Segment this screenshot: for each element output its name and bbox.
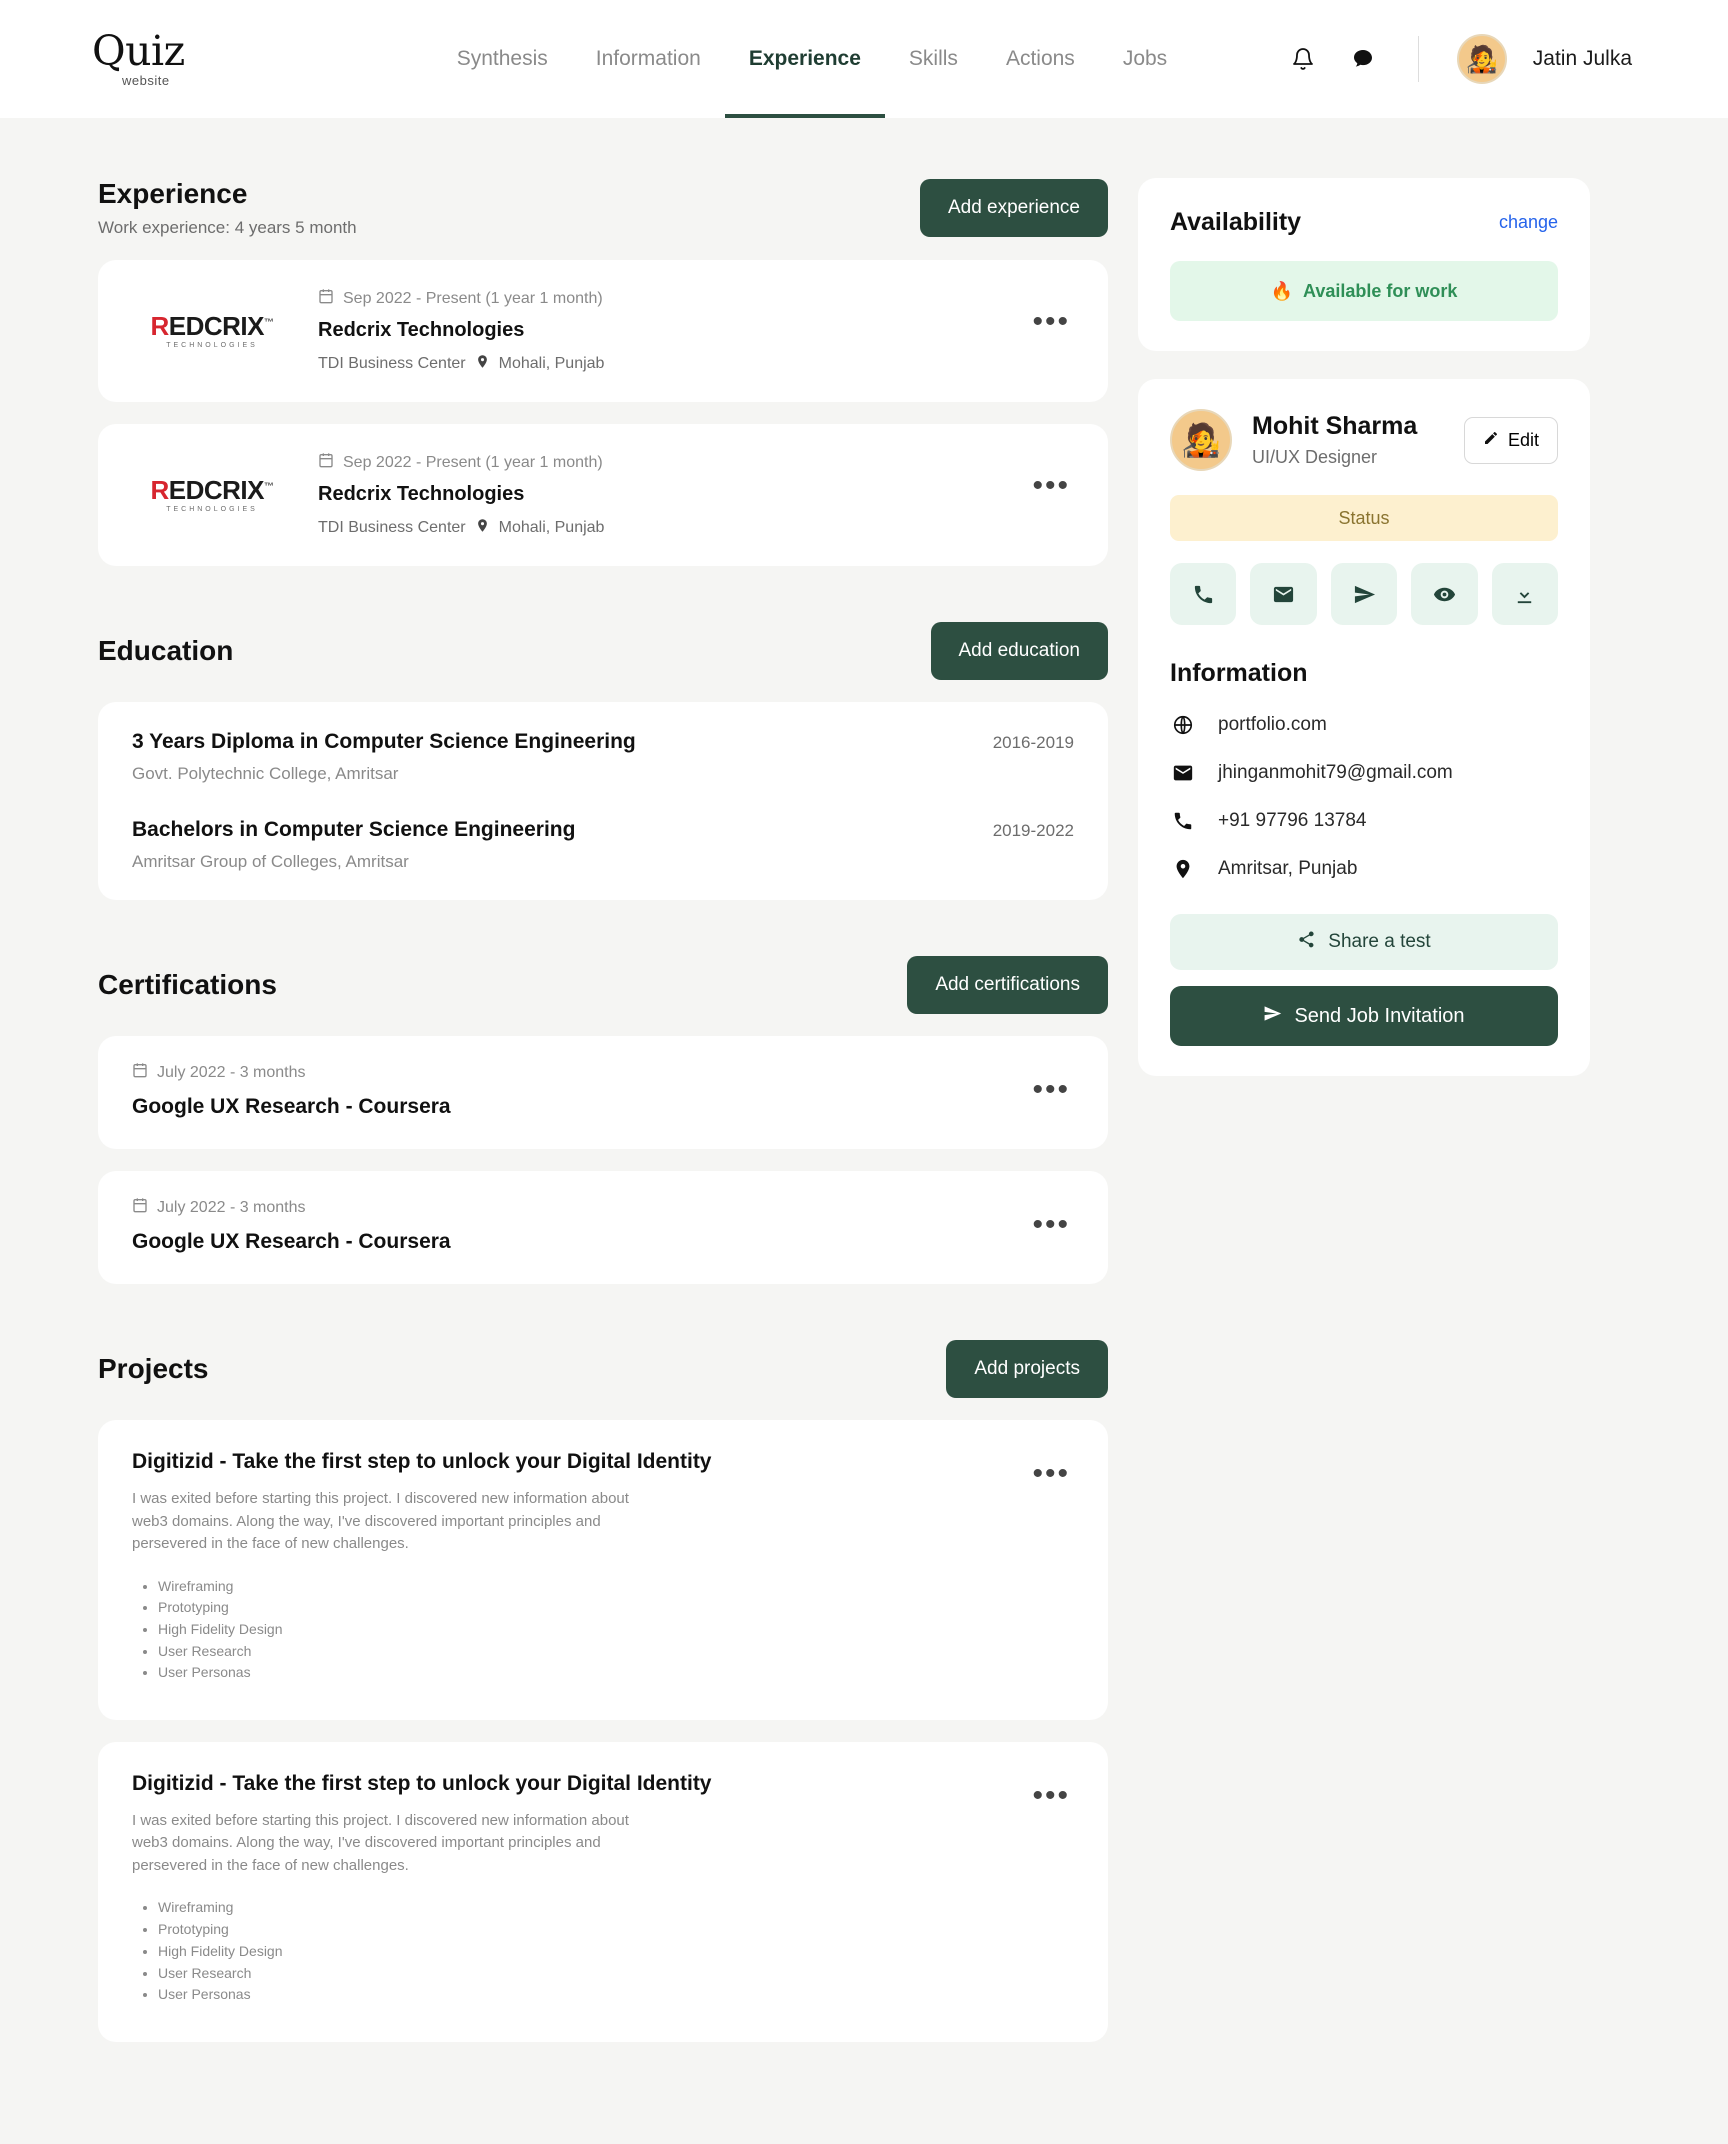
page-content bbox=[0, 118, 1728, 2144]
calendar-icon bbox=[318, 288, 334, 309]
logo-letter: R bbox=[150, 475, 169, 505]
education-years: 2019-2022 bbox=[992, 821, 1074, 840]
information-title: Information bbox=[1170, 659, 1308, 687]
project-name: Digitizid - Take the first step to unlock your Digital Identity bbox=[132, 1771, 712, 1795]
location-icon bbox=[1170, 858, 1196, 880]
share-test-button[interactable] bbox=[1170, 914, 1558, 970]
eye-icon[interactable] bbox=[1411, 563, 1477, 625]
calendar-icon bbox=[132, 1062, 148, 1083]
availability-change-link[interactable]: change bbox=[1498, 212, 1558, 232]
certifications-section-header bbox=[98, 956, 1108, 1014]
status-badge bbox=[1170, 261, 1558, 321]
information-phone[interactable]: +91 97796 13784 bbox=[1218, 810, 1367, 831]
information-row-website bbox=[1170, 714, 1558, 736]
experience-company: Redcrix Technologies bbox=[318, 319, 525, 341]
experience-more-options[interactable]: ••• bbox=[1032, 469, 1070, 502]
experience-dates: Sep 2022 - Present (1 year 1 month) bbox=[343, 453, 603, 471]
nav-item-skills[interactable]: Skills bbox=[908, 47, 958, 70]
left-column bbox=[98, 178, 1108, 2064]
profile-status-bar[interactable]: Status bbox=[1170, 495, 1558, 541]
list-item: • Wireframing bbox=[158, 1897, 1074, 1919]
certification-name: Google UX Research - Coursera bbox=[132, 1095, 451, 1118]
experience-company: Redcrix Technologies bbox=[318, 483, 525, 505]
certifications-title: Certifications bbox=[98, 969, 277, 1000]
phone-icon[interactable] bbox=[1170, 563, 1236, 625]
availability-title: Availability bbox=[1170, 208, 1302, 236]
top-header bbox=[0, 0, 1728, 118]
information-location: Amritsar, Punjab bbox=[1218, 858, 1358, 879]
profile-role: UI/UX Designer bbox=[1252, 447, 1378, 467]
experience-office: TDI Business Center bbox=[318, 355, 466, 372]
page-title: Experience bbox=[98, 178, 248, 209]
logo-letter: R bbox=[150, 311, 169, 341]
company-logo-icon: REDCRIX™ TECHNOLOGIES bbox=[150, 311, 274, 349]
project-tag-list bbox=[132, 1576, 1074, 1684]
bell-icon[interactable] bbox=[1286, 42, 1320, 76]
education-years: 2016-2019 bbox=[992, 733, 1074, 752]
logo-word: EDCRIX bbox=[168, 311, 265, 341]
information-row-email bbox=[1170, 762, 1558, 784]
send-icon[interactable] bbox=[1331, 563, 1397, 625]
projects-section-header bbox=[98, 1340, 1108, 1398]
share-test-label: Share a test bbox=[1328, 931, 1431, 952]
nav-item-experience[interactable]: Experience bbox=[725, 0, 885, 118]
chat-icon[interactable] bbox=[1346, 42, 1380, 76]
app-logo[interactable] bbox=[92, 27, 185, 88]
send-job-invitation-label: Send Job Invitation bbox=[1294, 1004, 1465, 1027]
education-school: Amritsar Group of Colleges, Amritsar bbox=[132, 852, 409, 871]
certification-name: Google UX Research - Coursera bbox=[132, 1230, 451, 1253]
list-item: • Prototyping bbox=[158, 1919, 1074, 1941]
project-name: Digitizid - Take the first step to unlock your Digital Identity bbox=[132, 1450, 712, 1473]
availability-status-text: Available for work bbox=[1303, 280, 1458, 301]
projects-title: Projects bbox=[98, 1353, 209, 1384]
education-item bbox=[132, 730, 1074, 784]
fire-icon: 🔥 bbox=[1270, 280, 1294, 301]
globe-icon bbox=[1170, 714, 1196, 736]
email-icon bbox=[1170, 762, 1196, 784]
logo-tagline: TECHNOLOGIES bbox=[166, 506, 258, 513]
phone-icon bbox=[1170, 810, 1196, 832]
email-icon[interactable] bbox=[1250, 563, 1316, 625]
list-item: • User Personas bbox=[158, 1662, 1074, 1684]
send-job-invitation-button[interactable] bbox=[1170, 986, 1558, 1046]
header-actions bbox=[1286, 34, 1632, 84]
certification-more-options[interactable]: ••• bbox=[1032, 1073, 1070, 1106]
list-item: • High Fidelity Design bbox=[158, 1941, 1074, 1963]
project-more-options[interactable]: ••• bbox=[1032, 1778, 1070, 1812]
experience-section-header bbox=[98, 178, 1108, 238]
calendar-icon bbox=[132, 1197, 148, 1218]
edit-profile-button[interactable] bbox=[1464, 417, 1558, 464]
calendar-icon bbox=[318, 452, 334, 473]
logo-subtext: website bbox=[122, 73, 170, 88]
experience-more-options[interactable]: ••• bbox=[1032, 305, 1070, 338]
education-school: Govt. Polytechnic College, Amritsar bbox=[132, 764, 399, 783]
list-item: • User Research bbox=[158, 1641, 1074, 1663]
experience-location: Mohali, Punjab bbox=[498, 519, 605, 536]
share-icon bbox=[1297, 930, 1316, 955]
education-title: Education bbox=[98, 635, 234, 666]
list-item: • High Fidelity Design bbox=[158, 1619, 1074, 1641]
logo-text: Quiz bbox=[92, 27, 185, 75]
profile-name: Mohit Sharma bbox=[1252, 412, 1418, 440]
project-description: I was exited before starting this project. I discovered new information about web3 domains. Along the way, I've discovered important principles and persevered in the face of new challenges. bbox=[132, 1811, 629, 1874]
profile-avatar: 🧑‍🎤 bbox=[1170, 409, 1232, 471]
certification-date: July 2022 - 3 months bbox=[157, 1198, 306, 1216]
project-tag-list bbox=[132, 1897, 1074, 2005]
information-row-location bbox=[1170, 858, 1558, 880]
experience-item bbox=[98, 424, 1108, 566]
user-name: Jatin Julka bbox=[1532, 47, 1632, 70]
experience-location: Mohali, Punjab bbox=[498, 355, 605, 372]
add-education-button[interactable]: Add education bbox=[931, 622, 1109, 680]
experience-subtitle: Work experience: 4 years 5 month bbox=[98, 218, 357, 237]
main-nav bbox=[433, 0, 1191, 118]
information-email[interactable]: jhinganmohit79@gmail.com bbox=[1218, 762, 1453, 783]
information-website[interactable]: portfolio.com bbox=[1218, 714, 1327, 735]
location-icon bbox=[475, 354, 490, 374]
send-icon bbox=[1263, 1004, 1282, 1029]
list-item: • Prototyping bbox=[158, 1597, 1074, 1619]
edit-profile-label: Edit bbox=[1507, 429, 1539, 450]
certification-item bbox=[98, 1036, 1108, 1149]
nav-item-jobs[interactable]: Jobs bbox=[1122, 47, 1168, 70]
education-item bbox=[132, 818, 1074, 872]
education-degree: 3 Years Diploma in Computer Science Engineering bbox=[132, 730, 636, 753]
logo-tagline: TECHNOLOGIES bbox=[166, 342, 258, 349]
project-item bbox=[98, 1420, 1108, 1720]
education-degree: Bachelors in Computer Science Engineering bbox=[132, 818, 576, 841]
project-description: I was exited before starting this project. I discovered new information about web3 domains. Along the way, I've discovered important principles and persevered in the face of new challenges. bbox=[132, 1490, 629, 1552]
certification-more-options[interactable]: ••• bbox=[1032, 1208, 1070, 1241]
profile-panel bbox=[1138, 379, 1590, 1076]
add-experience-button[interactable]: Add experience bbox=[920, 179, 1108, 237]
education-section-header bbox=[98, 622, 1108, 680]
list-item: • User Personas bbox=[158, 1984, 1074, 2006]
header-divider bbox=[1418, 36, 1419, 82]
certification-item bbox=[98, 1171, 1108, 1284]
project-more-options[interactable]: ••• bbox=[1032, 1457, 1070, 1490]
logo-word: EDCRIX bbox=[168, 475, 265, 505]
education-card bbox=[98, 702, 1108, 900]
experience-office: TDI Business Center bbox=[318, 519, 466, 536]
add-projects-button[interactable]: Add projects bbox=[946, 1340, 1108, 1398]
list-item: • User Research bbox=[158, 1963, 1074, 1985]
download-icon[interactable] bbox=[1492, 563, 1558, 625]
add-certifications-button[interactable]: Add certifications bbox=[907, 956, 1108, 1014]
profile-action-row bbox=[1170, 563, 1558, 625]
experience-item bbox=[98, 260, 1108, 402]
company-logo-icon: REDCRIX™ TECHNOLOGIES bbox=[150, 475, 274, 513]
pencil-icon bbox=[1483, 430, 1499, 451]
location-icon bbox=[475, 518, 490, 538]
certification-date: July 2022 - 3 months bbox=[157, 1063, 306, 1081]
nav-item-synthesis[interactable]: Synthesis bbox=[456, 47, 548, 70]
project-item bbox=[98, 1742, 1108, 2042]
information-row-phone bbox=[1170, 810, 1558, 832]
avatar[interactable]: 🧑‍🎤 bbox=[1457, 34, 1507, 84]
availability-panel bbox=[1138, 178, 1590, 351]
list-item: • Wireframing bbox=[158, 1576, 1074, 1598]
nav-item-information[interactable]: Information bbox=[595, 47, 701, 70]
right-sidebar bbox=[1138, 178, 1590, 1104]
experience-dates: Sep 2022 - Present (1 year 1 month) bbox=[343, 289, 603, 307]
nav-item-actions[interactable]: Actions bbox=[1005, 47, 1075, 70]
